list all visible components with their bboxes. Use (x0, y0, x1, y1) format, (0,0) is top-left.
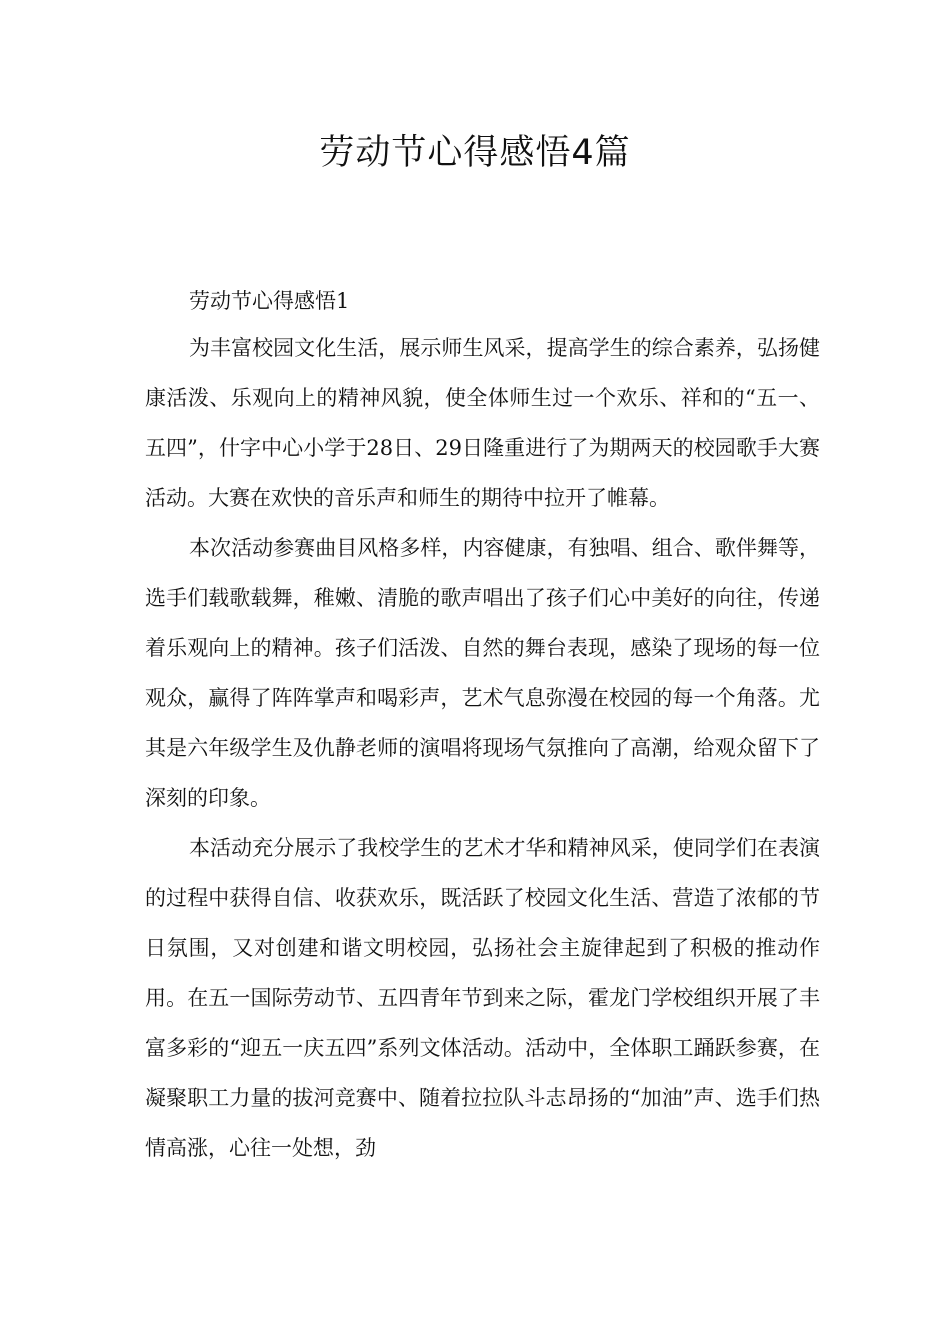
section-heading: 劳动节心得感悟1 (189, 289, 350, 313)
document-body (145, 279, 820, 1173)
paragraph: 本次活动参赛曲目风格多样，内容健康，有独唱、组合、歌伴舞等，选手们载歌载舞，稚嫩、清脆的歌声唱出了孩子们心中美好的向往，传递着乐观向上的精神。孩子们活泼、自然的舞台表现，感染了现场的每一位观众，赢得了阵阵掌声和喝彩声，艺术气息弥漫在校园的每一个角落。尤其是六年级学生及仇静老师的演唱将现场气氛推向了高潮，给观众留下了深刻的印象。 (145, 536, 820, 810)
document-title: 劳动节心得感悟4篇 (319, 133, 631, 173)
paragraph: 本活动充分展示了我校学生的艺术才华和精神风采，使同学们在表演的过程中获得自信、收获欢乐，既活跃了校园文化生活、营造了浓郁的节日氛围，又对创建和谐文明校园，弘扬社会主旋律起到了积极的推动作用。在五一国际劳动节、五四青年节到来之际，霍龙门学校组织开展了丰富多彩的“迎五一庆五四”系列文体活动。活动中，全体职工踊跃参赛，在凝聚职工力量的拔河竞赛中、随着拉拉队斗志昂扬的“加油”声、选手们热情高涨，心往一处想，劲 (145, 836, 820, 1160)
paragraph: 为丰富校园文化生活，展示师生风采，提高学生的综合素养，弘扬健康活泼、乐观向上的精神风貌，使全体师生过一个欢乐、祥和的“五一、五四”，什字中心小学于28日、29日隆重进行了为期两天的校园歌手大赛活动。大赛在欢快的音乐声和师生的期待中拉开了帷幕。 (145, 336, 820, 510)
